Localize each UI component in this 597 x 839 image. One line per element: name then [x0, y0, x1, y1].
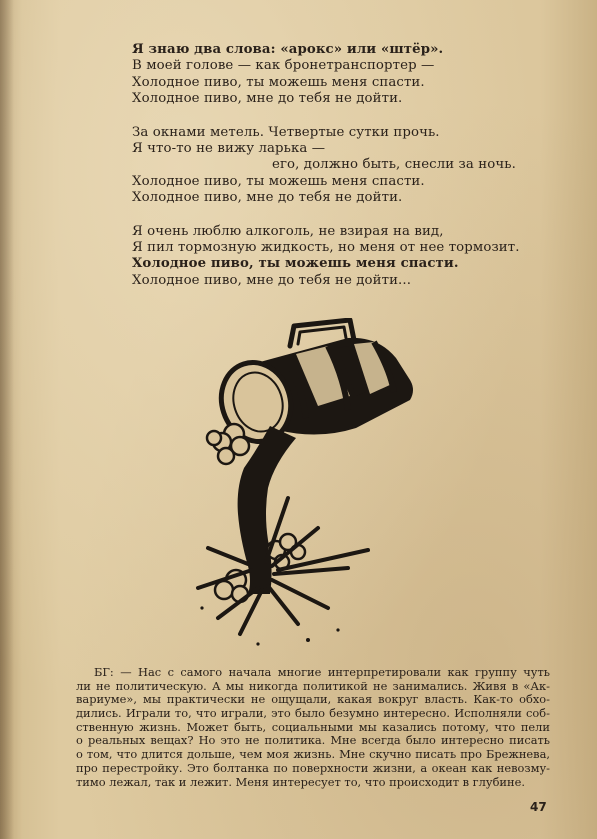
book-spine-shadow — [0, 0, 14, 839]
paragraph-line: вариуме», мы практически не ощущали, какая вокруг власть. Как-то обхо- — [76, 693, 550, 707]
paragraph-line: о реальных вещах? Но это не политика. Мне всегда было интересно писать — [76, 734, 550, 748]
lyric-line: Холодное пиво, мне до тебя не дойти... — [132, 272, 412, 288]
lyric-line: его, должно быть, снесли за ночь. — [272, 157, 516, 173]
lyric-line: Я что-то не вижу ларька — — [132, 140, 326, 156]
lyric-line: Холодное пиво, ты можешь меня спасти. — [132, 256, 459, 272]
lyric-line: Я пил тормозную жидкость, но меня от нее тормозит. — [132, 239, 520, 255]
interview-paragraph — [76, 666, 550, 789]
lyric-line: В моей голове — как бронетранспортер — — [132, 58, 435, 74]
paragraph-line: ственную жизнь. Может быть, социальными мы казались потому, что пели — [76, 720, 550, 734]
stanza-3 — [132, 224, 552, 290]
paragraph-line: про перестройку. Это болтанка по поверхности жизни, а океан как невозму- — [76, 761, 550, 775]
stanza-1 — [132, 42, 552, 108]
paragraph-line: дились. Играли то, что играли, это было безумно интересно. Исполняли соб- — [76, 707, 550, 721]
lyric-line: Холодное пиво, мне до тебя не дойти. — [132, 190, 403, 206]
lyric-line: Холодное пиво, мне до тебя не дойти. — [132, 91, 403, 107]
paragraph-line: тимо лежал, так и лежит. Меня интересует то, что происходит в глубине. — [76, 775, 525, 789]
paragraph-line: о том, что длится дольше, чем моя жизнь. Мне скучно писать про Брежнева, — [76, 748, 550, 762]
lyric-line: Я очень люблю алкоголь, не взирая на вид, — [132, 223, 444, 239]
lyric-line: Я знаю два слова: «арокс» или «штёр». — [132, 42, 444, 57]
lyric-line: Холодное пиво, ты можешь меня спасти. — [132, 74, 425, 90]
lyric-line: Холодное пиво, ты можешь меня спасти. — [132, 173, 425, 189]
song-lyrics — [132, 42, 552, 306]
paragraph-line: БГ: — Нас с самого начала многие интерпретировали как группу чуть — [94, 666, 550, 679]
stanza-2 — [132, 125, 552, 207]
lyric-line: За окнами метель. Четвертые сутки прочь. — [132, 124, 440, 140]
page-number: 47 — [530, 800, 547, 814]
spilling-beer-mug-icon — [178, 318, 428, 648]
paragraph-line: ли не политическую. А мы никогда политикой не занимались. Живя в «Ак- — [76, 679, 550, 693]
